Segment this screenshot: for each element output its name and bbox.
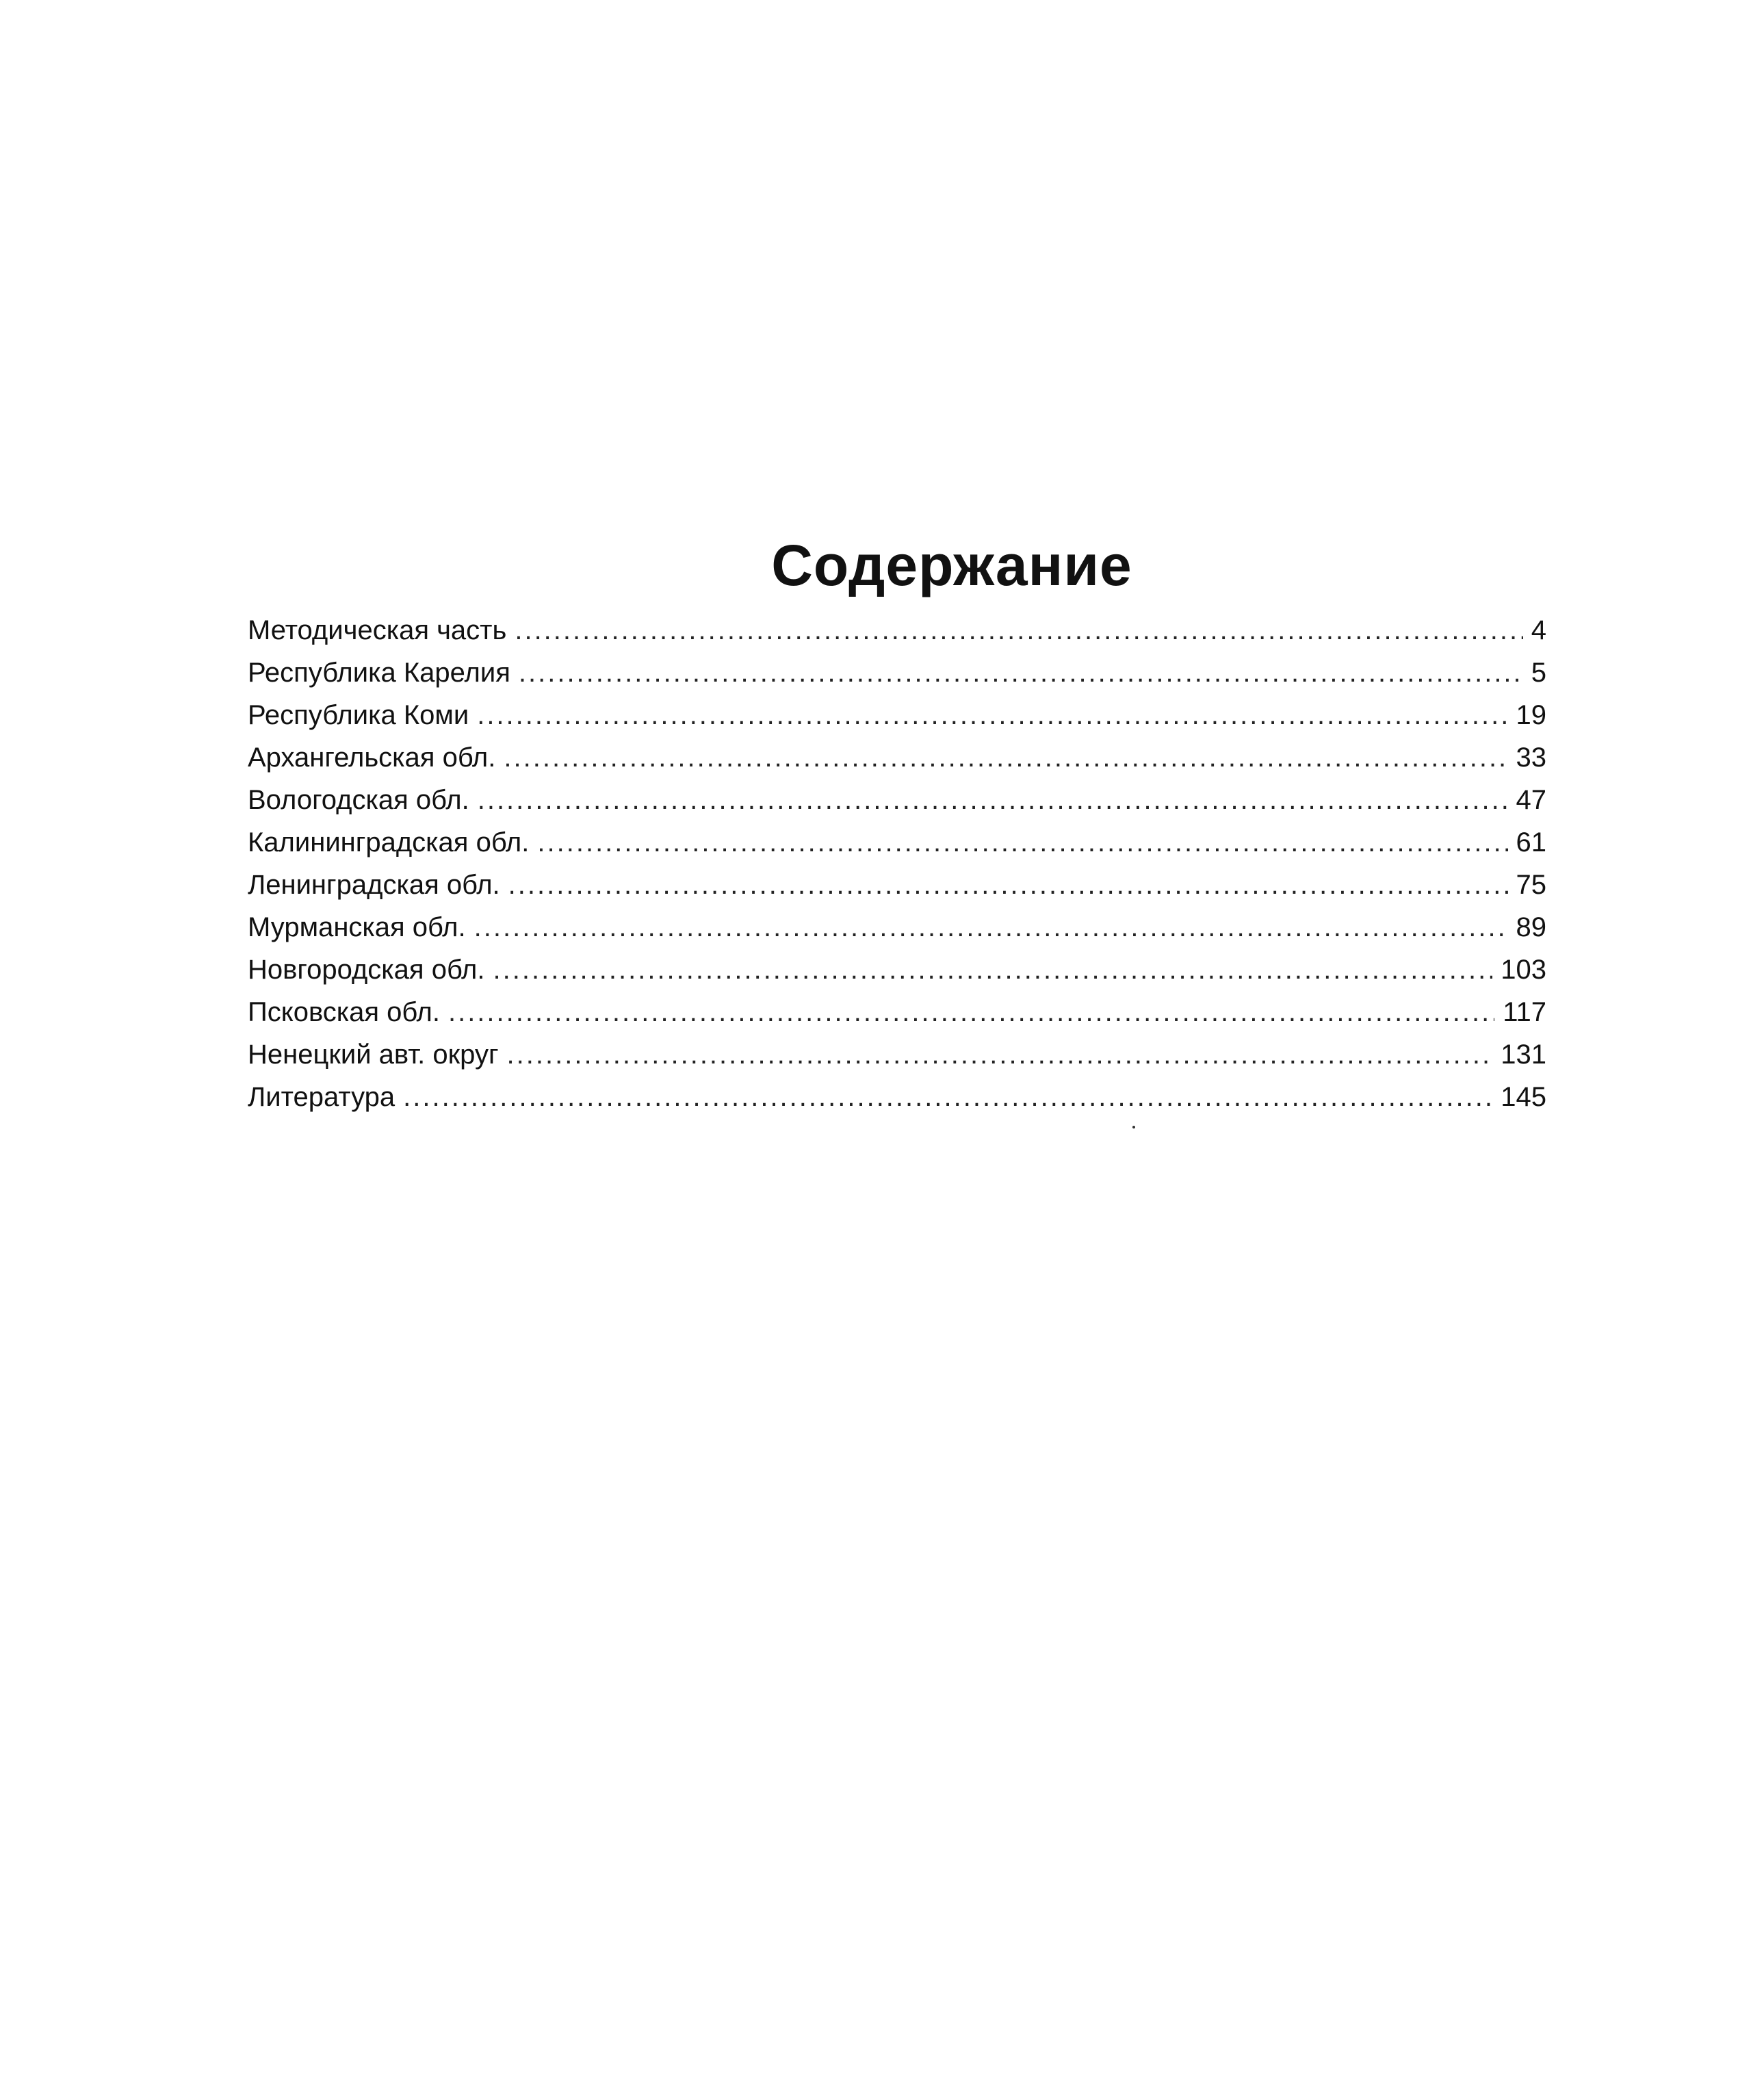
toc-entry (248, 694, 1546, 736)
toc-dot-leader (508, 864, 1508, 906)
toc-dot-leader (537, 821, 1507, 864)
toc-entry-page: 4 (1531, 615, 1546, 645)
toc-dot-leader (507, 1033, 1493, 1076)
toc-entry-label: Калининградская обл. (248, 827, 530, 857)
toc-entry-page: 75 (1516, 870, 1546, 900)
toc-entry-label: Вологодская обл. (248, 785, 469, 815)
toc-dot-leader (493, 949, 1493, 991)
toc-dot-leader (519, 652, 1523, 694)
toc-entry (248, 736, 1546, 779)
toc-entry-label: Архангельская обл. (248, 743, 496, 773)
toc-entry-page: 5 (1531, 658, 1546, 688)
toc-entry-label: Республика Карелия (248, 658, 510, 688)
toc-entry-label: Новгородская обл. (248, 955, 485, 985)
page-title: Содержание (771, 533, 1132, 597)
toc-entry (248, 906, 1546, 949)
toc-dot-leader (477, 694, 1507, 736)
toc-entry-page: 47 (1516, 785, 1546, 815)
toc-entry-label: Мурманская обл. (248, 912, 466, 942)
table-of-contents (248, 531, 1546, 1118)
toc-entry-label: Псковская обл. (248, 997, 440, 1027)
toc-entry (248, 949, 1546, 991)
toc-entry-page: 61 (1516, 827, 1546, 857)
toc-entry (248, 1076, 1546, 1118)
toc-entry-label: Ненецкий авт. округ (248, 1040, 499, 1070)
toc-entry (248, 609, 1546, 652)
toc-dot-leader (474, 906, 1508, 949)
toc-entry (248, 991, 1546, 1033)
toc-entry (248, 864, 1546, 906)
scan-speck (1132, 1126, 1135, 1128)
toc-entry-page: 145 (1501, 1082, 1546, 1112)
toc-entry (248, 1033, 1546, 1076)
toc-entry-label: Методическая часть (248, 615, 507, 645)
toc-dot-leader (403, 1076, 1492, 1118)
toc-list (248, 609, 1546, 1118)
toc-entry (248, 652, 1546, 694)
toc-entry-label: Ленинградская обл. (248, 870, 500, 900)
toc-entry-label: Республика Коми (248, 700, 469, 730)
toc-entry-page: 19 (1516, 700, 1546, 730)
toc-entry-page: 103 (1501, 955, 1546, 985)
toc-dot-leader (478, 779, 1508, 821)
toc-entry (248, 779, 1546, 821)
toc-entry-label: Литература (248, 1082, 395, 1112)
toc-dot-leader (515, 609, 1522, 652)
toc-entry-page: 89 (1516, 912, 1546, 942)
toc-entry-page: 117 (1503, 997, 1546, 1027)
toc-dot-leader (448, 991, 1494, 1033)
toc-entry-page: 131 (1501, 1040, 1546, 1070)
toc-entry (248, 821, 1546, 864)
toc-dot-leader (504, 736, 1507, 779)
toc-entry-page: 33 (1516, 743, 1546, 773)
